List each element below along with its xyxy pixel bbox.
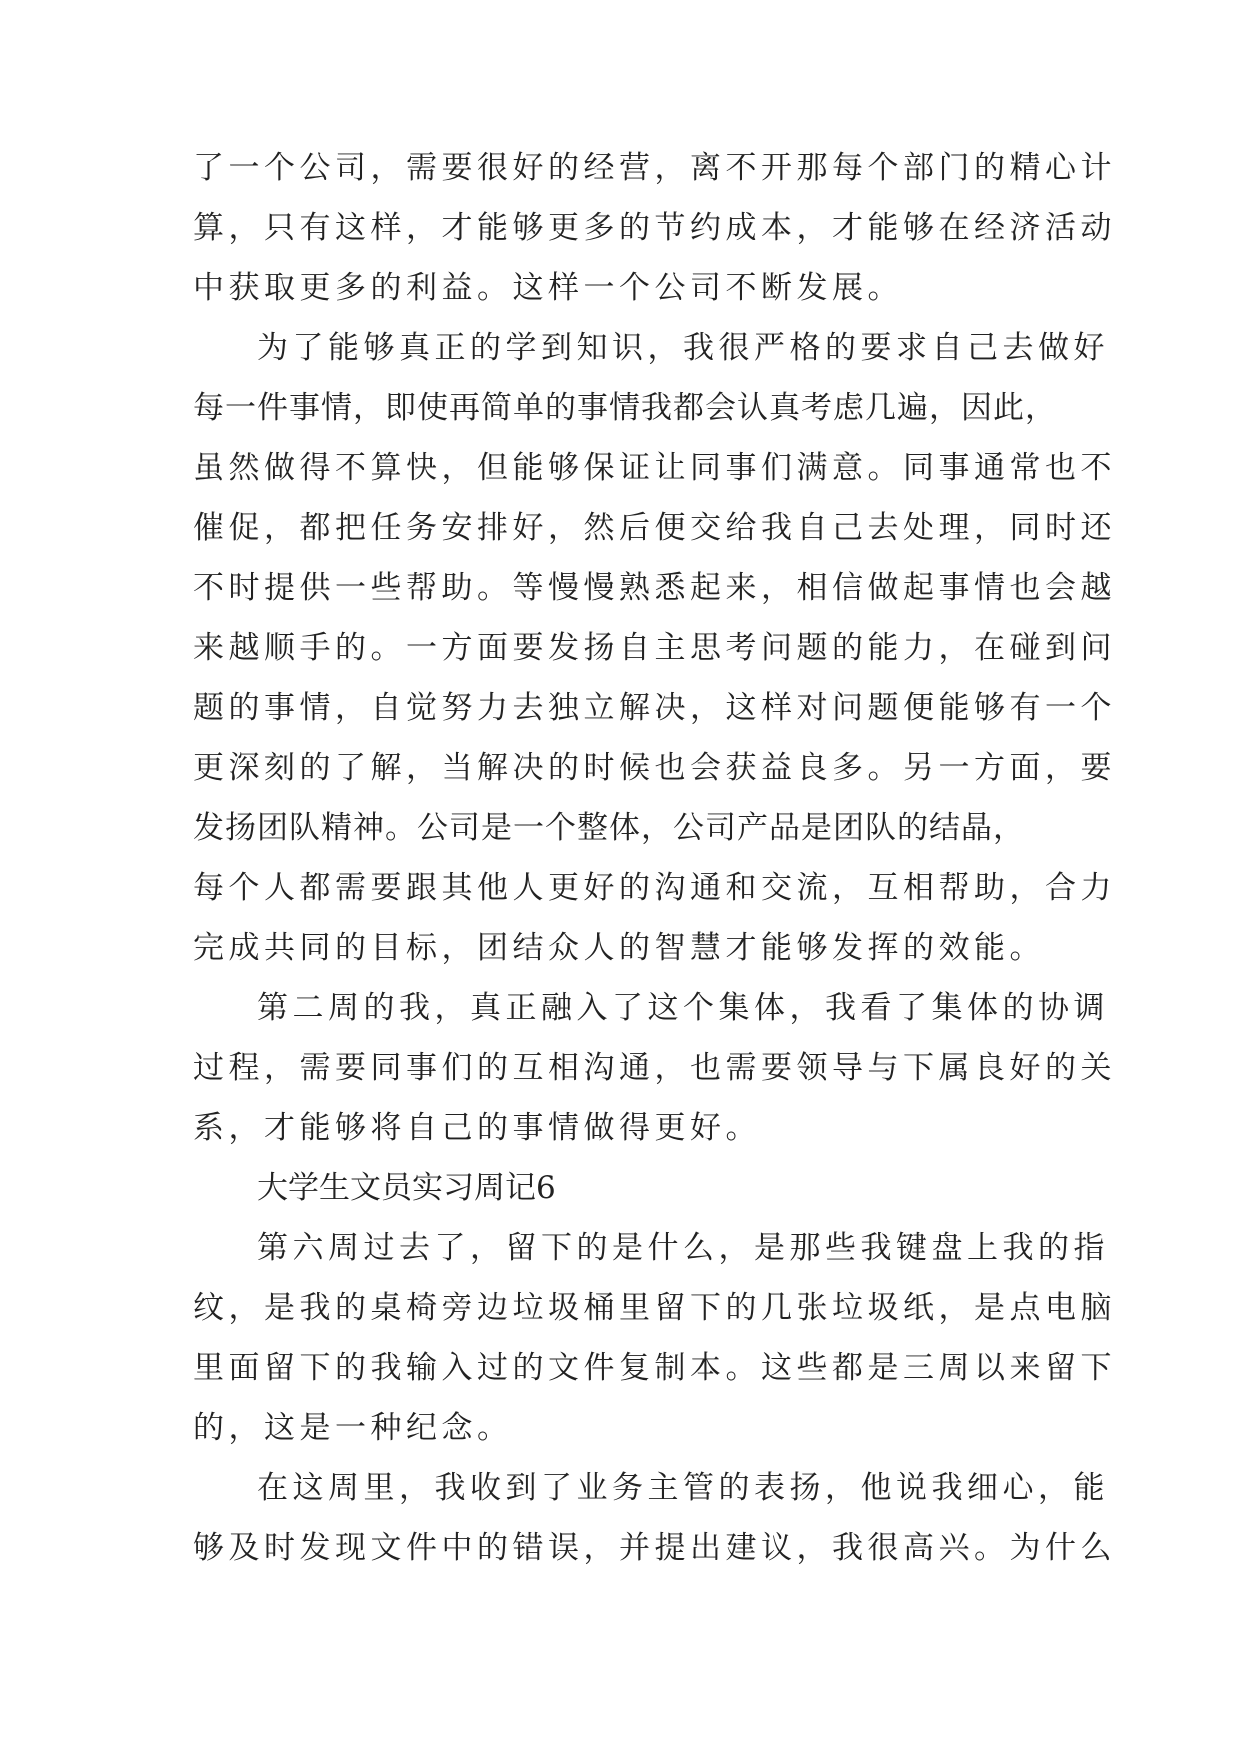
paragraph-line: 里面留下的我输入过的文件复制本。这些都是三周以来留下	[193, 1350, 1116, 1386]
paragraph-line: 的，这是一种纪念。	[193, 1410, 513, 1446]
paragraph-line: 纹，是我的桌椅旁边垃圾桶里留下的几张垃圾纸，是点电脑	[193, 1290, 1116, 1326]
paragraph-line: 了一个公司，需要很好的经营，离不开那每个部门的精心计	[193, 150, 1116, 186]
paragraph-line: 发扬团队精神。公司是一个整体，公司产品是团队的结晶，	[193, 810, 1025, 846]
paragraph-line: 系，才能够将自己的事情做得更好。	[193, 1110, 761, 1146]
paragraph-line: 在这周里，我收到了业务主管的表扬，他说我细心，能	[257, 1470, 1109, 1506]
paragraph-line: 算，只有这样，才能够更多的节约成本，才能够在经济活动	[193, 210, 1116, 246]
paragraph-line: 够及时发现文件中的错误，并提出建议，我很高兴。为什么	[193, 1530, 1116, 1566]
document-body	[193, 138, 1116, 1578]
paragraph-line: 更深刻的了解，当解决的时候也会获益良多。另一方面，要	[193, 750, 1116, 786]
paragraph-line: 过程，需要同事们的互相沟通，也需要领导与下属良好的关	[193, 1050, 1116, 1086]
paragraph-line: 为了能够真正的学到知识，我很严格的要求自己去做好	[257, 330, 1109, 366]
paragraph-line: 题的事情，自觉努力去独立解决，这样对问题便能够有一个	[193, 690, 1116, 726]
paragraph-line: 每一件事情，即使再简单的事情我都会认真考虑几遍，因此，	[193, 390, 1057, 426]
paragraph-line: 虽然做得不算快，但能够保证让同事们满意。同事通常也不	[193, 450, 1116, 486]
paragraph-line: 第六周过去了，留下的是什么，是那些我键盘上我的指	[257, 1230, 1109, 1266]
paragraph-line: 催促，都把任务安排好，然后便交给我自己去处理，同时还	[193, 510, 1116, 546]
paragraph-line: 不时提供一些帮助。等慢慢熟悉起来，相信做起事情也会越	[193, 570, 1116, 606]
paragraph-line: 来越顺手的。一方面要发扬自主思考问题的能力，在碰到问	[193, 630, 1116, 666]
paragraph-line: 每个人都需要跟其他人更好的沟通和交流，互相帮助，合力	[193, 870, 1116, 906]
paragraph-line: 完成共同的目标，团结众人的智慧才能够发挥的效能。	[193, 930, 1045, 966]
paragraph-line: 第二周的我，真正融入了这个集体，我看了集体的协调	[257, 990, 1109, 1026]
section-heading: 大学生文员实习周记6	[257, 1170, 556, 1206]
paragraph-line: 中获取更多的利益。这样一个公司不断发展。	[193, 270, 903, 306]
